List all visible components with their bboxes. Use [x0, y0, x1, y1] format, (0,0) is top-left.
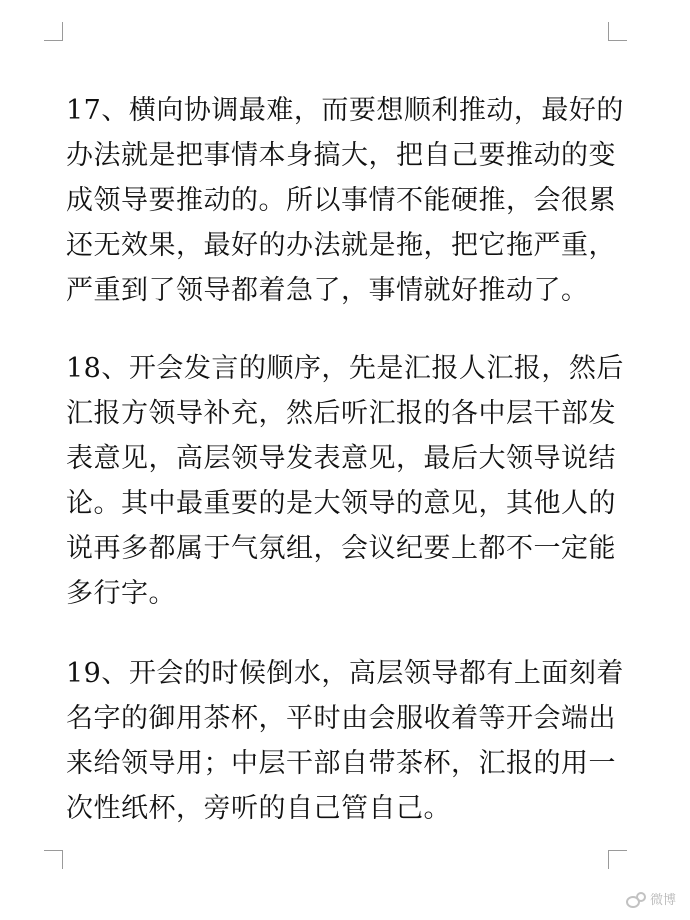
paragraph-19	[66, 651, 626, 831]
text-line: 17、横向协调最难，而要想顺利推动，最好的	[66, 95, 624, 126]
paragraph-18	[66, 346, 626, 616]
watermark-text: 微博	[649, 893, 676, 908]
text-line: 名字的御用茶杯，平时由会服收着等开会端出	[66, 703, 616, 734]
text-line: 严重到了领导都着急了，事情就好推动了。	[66, 275, 589, 306]
text-line: 来给领导用；中层干部自带茶杯，汇报的用一	[66, 748, 616, 779]
crop-mark-bottom-right	[608, 850, 627, 869]
text-line: 汇报方领导补充，然后听汇报的各中层干部发	[66, 398, 616, 429]
paragraph-17	[66, 88, 626, 313]
text-line: 成领导要推动的。所以事情不能硬推，会很累	[66, 185, 616, 216]
text-line: 办法就是把事情本身搞大，把自己要推动的变	[66, 140, 616, 171]
text-line: 表意见，高层领导发表意见，最后大领导说结	[66, 443, 616, 474]
text-line: 19、开会的时候倒水，高层领导都有上面刻着	[66, 658, 624, 689]
crop-mark-top-left	[44, 22, 63, 41]
text-line: 还无效果，最好的办法就是拖，把它拖严重，	[66, 230, 616, 261]
crop-mark-top-right	[608, 22, 627, 41]
text-line: 次性纸杯，旁听的自己管自己。	[66, 793, 451, 824]
watermark	[626, 889, 676, 908]
crop-mark-bottom-left	[44, 850, 63, 869]
text-line: 18、开会发言的顺序，先是汇报人汇报，然后	[66, 353, 624, 384]
text-line: 多行字。	[66, 578, 176, 609]
text-line: 说再多都属于气氛组，会议纪要上都不一定能	[66, 533, 616, 564]
weibo-icon	[626, 892, 644, 906]
text-line: 论。其中最重要的是大领导的意见，其他人的	[66, 488, 616, 519]
